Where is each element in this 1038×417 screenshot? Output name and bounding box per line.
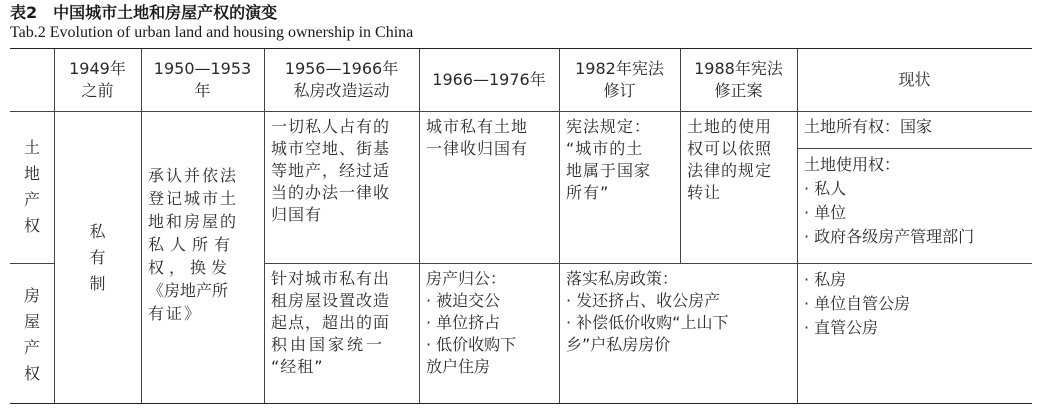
cell-line: 法律的规定 (687, 161, 773, 180)
header-line: 之前 (81, 81, 114, 100)
cell-line: 转让 (687, 183, 722, 202)
list-item: 放户住房 (426, 357, 491, 376)
cell-private-ownership (54, 219, 141, 299)
header-1982-constitution (559, 49, 680, 111)
header-1950-1953 (141, 49, 264, 111)
ownership-evolution-table (10, 48, 1032, 404)
cell-house-1966-1976 (419, 263, 559, 403)
cell-line: 权可以依照 (687, 139, 773, 158)
header-line: 现状 (898, 70, 931, 89)
cell-line: 私人所有 (148, 235, 237, 254)
row-label-land-ownership (10, 135, 54, 239)
cell-line: 等地产，经过适 (271, 161, 391, 180)
cell-line: 城市私有土地 (426, 117, 529, 136)
cell-line: 房产归公： (426, 269, 507, 288)
header-current-status (797, 49, 1032, 111)
cell-land-current-use (797, 148, 1032, 263)
row-divider (10, 263, 54, 264)
list-item: · 政府各级房产管理部门 (804, 227, 975, 246)
row-label-char: 权 (23, 364, 40, 383)
cell-land-1988 (680, 111, 797, 263)
row-label-char: 房 (23, 286, 40, 305)
header-line: 1966—1976年 (432, 70, 546, 89)
cell-house-1982-1988 (559, 263, 797, 403)
list-item: · 私房 (804, 270, 847, 289)
cell-line: 地和房屋的 (148, 212, 239, 231)
list-item: · 单位 (804, 203, 847, 222)
cell-line: 一切私人占有的 (271, 117, 391, 136)
cell-line: 有证》 (148, 304, 203, 323)
header-line: 修正案 (714, 81, 763, 100)
header-1966-1976 (419, 49, 559, 111)
cell-line: 登记城市土 (148, 189, 239, 208)
cell-line: 《房地产所 (148, 281, 229, 300)
cell-line: 起点，超出的面 (271, 313, 391, 332)
list-item: · 发还挤占、收公房产 (566, 291, 721, 310)
row-label-char: 产 (23, 338, 40, 357)
row-label-char: 屋 (23, 312, 40, 331)
list-item: · 补偿低价收购“上山下 (566, 313, 729, 332)
table-number: 表2 (10, 3, 38, 22)
cell-line: 宪法规定： (566, 117, 652, 136)
row-label-char: 权 (23, 216, 40, 235)
list-item: 乡”户私房房价 (566, 335, 671, 354)
cell-land-1966-1976 (419, 111, 559, 263)
cell-line: 承认并依法 (148, 166, 239, 185)
table-caption-zh (10, 3, 277, 23)
cell-line: “城市的土 (566, 139, 644, 158)
list-item: · 低价收购下 (426, 335, 517, 354)
cell-line: 权，换发 (148, 258, 233, 277)
cell-line: 土地使用权： (804, 155, 901, 174)
list-item: · 单位自管公房 (804, 294, 911, 313)
header-line: 1988年宪法 (694, 59, 783, 78)
header-line: 修订 (603, 81, 636, 100)
header-pre-1949 (54, 49, 141, 111)
cell-line: 地属于国家 (566, 161, 652, 180)
cell-char: 有 (89, 248, 106, 267)
cell-line: 针对城市私有出 (271, 269, 391, 288)
cell-line: 城市空地、街基 (271, 139, 391, 158)
cell-line: 归国有 (271, 205, 323, 224)
header-line: 1950—1953 (153, 59, 252, 78)
cell-line: 租房屋设置改造 (271, 291, 391, 310)
cell-line: 积由国家统一 (271, 335, 386, 354)
list-item: · 直管公房 (804, 318, 879, 337)
cell-line: 土地所有权：国家 (804, 117, 933, 136)
cell-land-current-owner (797, 111, 1032, 148)
row-label-char: 土 (23, 138, 40, 157)
cell-line: 一律收归国有 (426, 139, 529, 158)
cell-line: 土地的使用 (687, 117, 773, 136)
cell-house-current (797, 263, 1032, 403)
cell-line: 当的办法一律收 (271, 183, 391, 202)
cell-char: 私 (89, 222, 106, 241)
header-line: 年 (194, 81, 211, 100)
header-line: 1956—1966年 (284, 59, 399, 78)
list-item: · 单位挤占 (426, 313, 501, 332)
list-item: · 被迫交公 (426, 291, 501, 310)
row-label-char: 地 (23, 164, 40, 183)
cell-land-1982 (559, 111, 680, 263)
cell-char: 制 (89, 274, 106, 293)
cell-line: 落实私房政策： (566, 269, 679, 288)
header-1956-1966 (264, 49, 419, 111)
header-1988-amendment (680, 49, 797, 111)
table-title-zh: 中国城市土地和房屋产权的演变 (53, 3, 278, 22)
row-label-char: 产 (23, 190, 40, 209)
row-label-house-ownership (10, 283, 54, 387)
cell-house-1956-1966 (264, 263, 419, 403)
cell-line: 所有” (566, 183, 610, 202)
table-caption-en: Tab.2 Evolution of urban land and housing ownership in China (10, 24, 414, 41)
list-item: · 私人 (804, 179, 847, 198)
header-line: 1949年 (69, 59, 126, 78)
header-line: 1982年宪法 (575, 59, 664, 78)
cell-1950-1953-registration (141, 164, 264, 334)
cell-line: “经租” (271, 357, 324, 376)
header-line: 私房改造运动 (293, 81, 390, 100)
cell-land-1956-1966 (264, 111, 419, 263)
